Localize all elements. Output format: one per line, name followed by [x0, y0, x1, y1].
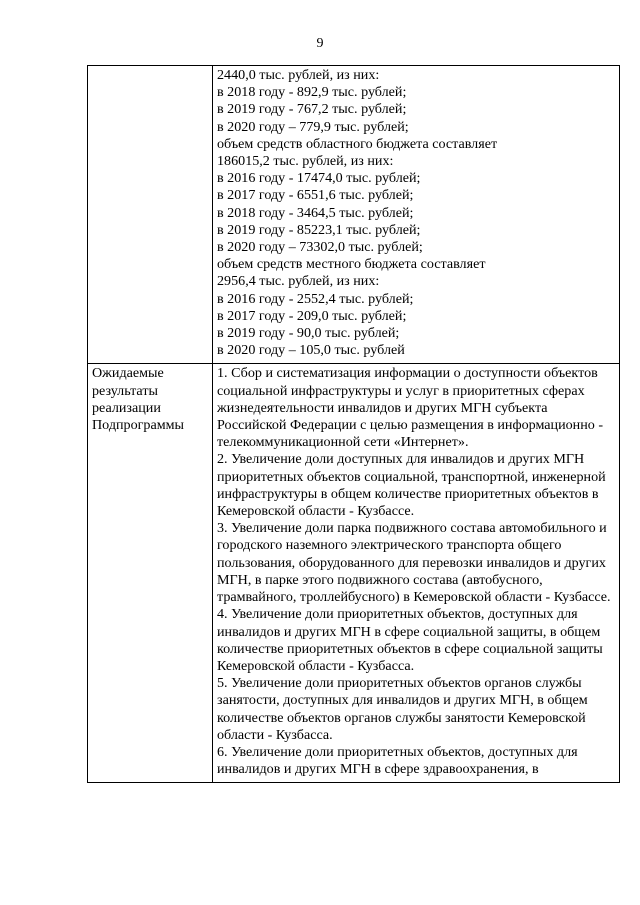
funding-line: в 2018 году - 892,9 тыс. рублей; [217, 84, 407, 101]
row-label-line: реализации [92, 399, 161, 416]
row2-content-cell [213, 364, 620, 783]
result-paragraph: 1. Сбор и систематизация информации о доступности объектов социальной инфраструктуры и услуг в приоритетных сферах жизнедеятельности инвалидов и других МГН субъекта Российской Федерации с целью размещения в информационно - телекоммуникационной сети «Интернет». [217, 365, 604, 451]
funding-line: в 2019 году - 767,2 тыс. рублей; [217, 101, 407, 118]
funding-line: в 2017 году - 6551,6 тыс. рублей; [217, 187, 414, 204]
result-paragraph: 3. Увеличение доли парка подвижного состава автомобильного и городского наземного электрического транспорта общего пользования, оборудованного для перевозки инвалидов и других МГН, в парке этого подвижного состава (автобусного, трамвайного, троллейбусного) в Кемеровской области - Кузбассе. [217, 520, 611, 606]
funding-line: объем средств областного бюджета составляет [217, 135, 498, 152]
program-table [87, 65, 620, 783]
table-row-funding [88, 66, 620, 364]
funding-line: в 2019 году - 85223,1 тыс. рублей; [217, 221, 421, 238]
funding-line: в 2017 году - 209,0 тыс. рублей; [217, 307, 407, 324]
funding-line: в 2016 году - 17474,0 тыс. рублей; [217, 170, 421, 187]
page-number: 9 [316, 36, 324, 51]
row1-label-cell [88, 66, 213, 364]
funding-line: 2440,0 тыс. рублей, из них: [217, 67, 380, 83]
funding-line: 2956,4 тыс. рублей, из них: [217, 273, 380, 290]
funding-line: в 2020 году – 73302,0 тыс. рублей; [217, 239, 423, 256]
row1-content-cell [213, 66, 620, 364]
row2-label-cell [88, 364, 213, 783]
funding-line: в 2018 году - 3464,5 тыс. рублей; [217, 204, 414, 221]
funding-line: в 2019 году - 90,0 тыс. рублей; [217, 325, 400, 342]
result-paragraph: 4. Увеличение доли приоритетных объектов, доступных для инвалидов и других МГН в сфере социальной защиты, в общем количестве приоритетных объектов в сфере социальной защиты Кемеровской области - Кузбасса. [217, 606, 603, 674]
row-label-line: Ожидаемые [92, 365, 164, 382]
funding-line: в 2020 году – 779,9 тыс. рублей; [217, 118, 409, 135]
result-paragraph: 6. Увеличение доли приоритетных объектов, доступных для инвалидов и других МГН в сфере здравоохранения, в [217, 743, 578, 778]
result-paragraph: 5. Увеличение доли приоритетных объектов органов службы занятости, доступных для инвалидов и других МГН, в общем количестве объектов органов службы занятости Кемеровской области - Кузбасса. [217, 675, 588, 743]
funding-line: в 2016 году - 2552,4 тыс. рублей; [217, 290, 414, 307]
funding-line: объем средств местного бюджета составляет [217, 256, 486, 273]
table-row-expected-results [88, 364, 620, 783]
funding-line: 186015,2 тыс. рублей, из них: [217, 153, 394, 170]
row-label-line: Подпрограммы [92, 417, 185, 434]
funding-line: в 2020 году – 105,0 тыс. рублей [217, 342, 405, 359]
result-paragraph: 2. Увеличение доли доступных для инвалидов и других МГН приоритетных объектов социальной, транспортной, инженерной инфраструктуры в общем количестве приоритетных объектов в Кемеровской области - Кузбассе. [217, 451, 606, 520]
row-label-line: результаты [92, 382, 158, 399]
